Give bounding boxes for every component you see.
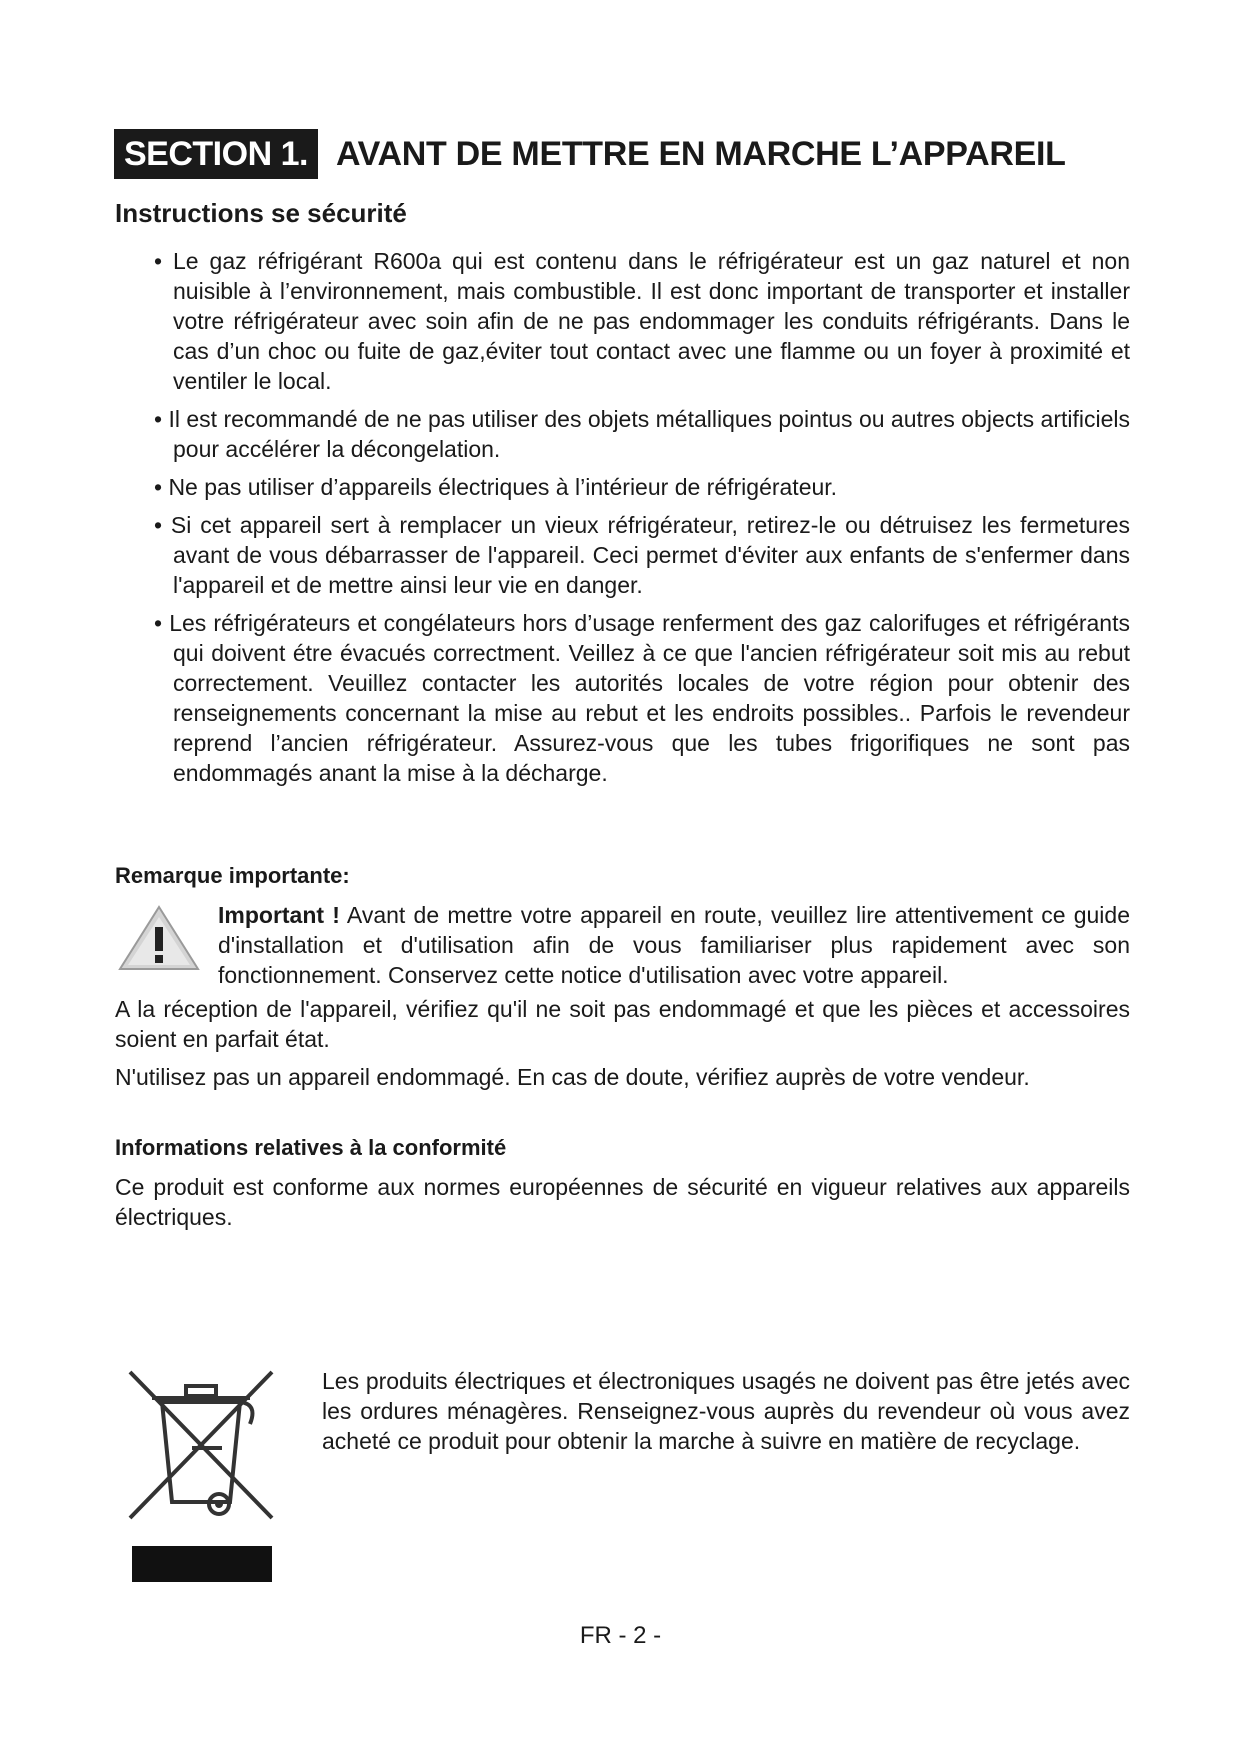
damaged-paragraph: N'utilisez pas un appareil endommagé. En cas de doute, vérifiez auprès de votre vendeur.: [115, 1064, 1030, 1090]
list-item: • Il est recommandé de ne pas utiliser des objets métalliques pointus ou autres objects artificiels pour accélérer la décongelation.: [154, 406, 1130, 462]
important-notice: [218, 900, 1130, 990]
warning-triangle-icon: [118, 903, 200, 973]
safety-heading: Instructions se sécurité: [115, 198, 407, 228]
important-heading: Remarque importante:: [115, 863, 350, 888]
conformity-heading: Informations relatives à la conformité: [115, 1135, 507, 1160]
list-item: • Le gaz réfrigérant R600a qui est contenu dans le réfrigérateur est un gaz naturel et non nuisible à l’environnement, mais combustible. Il est donc important de transporter et installer votre réfrigérateur avec soin afin de ne pas endommager les conduits réfrigérants. Dans le cas d’un choc ou fuite de gaz,éviter tout contact avec une flamme ou un foyer à proximité et ventiler le local.: [154, 248, 1130, 394]
section-title: AVANT DE METTRE EN MARCHE L’APPAREIL: [335, 134, 1066, 173]
conformity-paragraph: Ce produit est conforme aux normes européennes de sécurité en vigueur relatives aux appareils électriques.: [115, 1174, 1130, 1230]
list-item: • Si cet appareil sert à remplacer un vieux réfrigérateur, retirez-le ou détruisez les fermetures avant de vous débarrasser de l'appareil. Ceci permet d'éviter aux enfants de s'enfermer dans l'appareil et de mettre ainsi leur vie en danger.: [154, 512, 1130, 598]
section-badge: SECTION 1.: [114, 129, 318, 179]
weee-paragraph: Les produits électriques et électroniques usagés ne doivent pas être jetés avec les ordures ménagères. Renseignez-vous auprès du revendeur où vous avez acheté ce produit pour obtenir la marche à suivre en matière de recyclage.: [322, 1368, 1130, 1454]
list-item: • Ne pas utiliser d’appareils électriques à l’intérieur de réfrigérateur.: [154, 474, 838, 500]
list-item: • Les réfrigérateurs et congélateurs hors d’usage renferment des gaz calorifuges et réfrigérants qui doivent étre évacués correctment. Veillez à ce que l'ancien réfrigérateur soit mis au rebut correctement. Veuillez contacter les autorités locales de votre région pour obtenir des renseignements concernant la mise au rebut et les endroits possibles.. Parfois le revendeur reprend l’ancien réfrigérateur. Assurez-vous que les tubes frigorifiques ne sont pas endommagés anant la mise à la décharge.: [154, 610, 1130, 786]
important-text: Avant de mettre votre appareil en route, veuillez lire attentivement ce guide d'installation et d'utilisation afin de vous familiariser plus rapidement avec son fonctionnement. Conservez cette notice d'utilisation avec votre appareil.: [218, 902, 1130, 988]
crossed-out-bin-icon: [122, 1368, 282, 1598]
reception-paragraph: A la réception de l'appareil, vérifiez qu'il ne soit pas endommagé et que les pièces et accessoires soient en parfait état.: [115, 996, 1130, 1052]
page-number: FR - 2 -: [579, 1622, 662, 1649]
safety-bullet-list: [154, 246, 1130, 796]
important-lead: Important !: [218, 902, 340, 928]
section-header: [114, 128, 1066, 180]
